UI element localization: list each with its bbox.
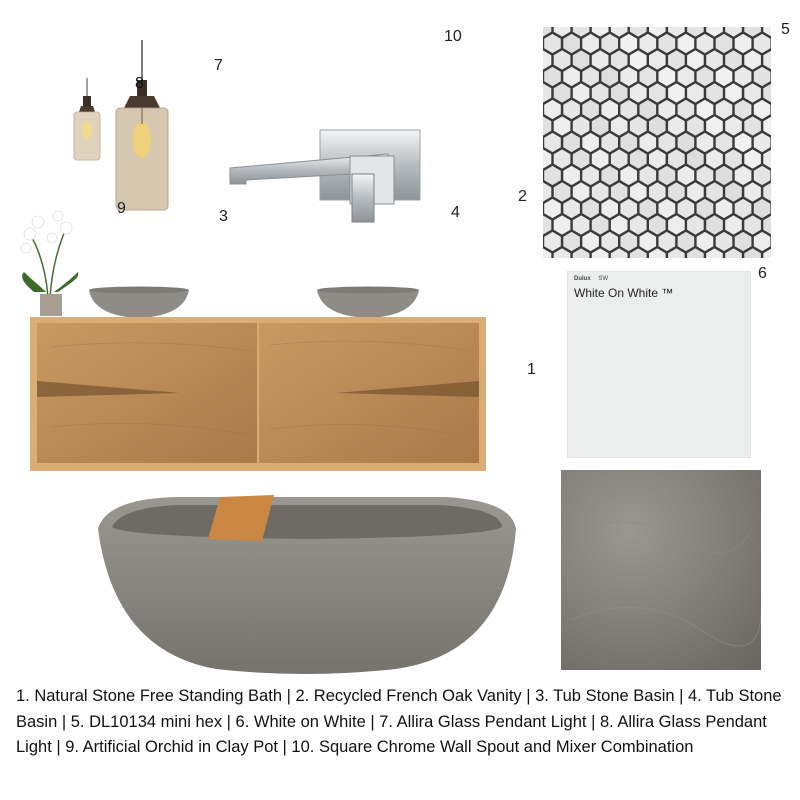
label-number-4: 4 (451, 204, 460, 221)
label-number-8: 8 (135, 75, 144, 92)
product-caption: 1. Natural Stone Free Standing Bath | 2. Recycled French Oak Vanity | 3. Tub Stone Basin | 4. Tub Stone Basin | 5. DL10134 mini hex | 6. White on White | 7. Allira Glass Pendant Light | 8. Allira Glass Pendant Light | 9. Artificial Orchid in Clay Pot | 10. Square Chrome Wall Spout and Mixer Combination (16, 687, 782, 756)
stone-basin-left (88, 286, 190, 320)
label-number-6: 6 (758, 265, 767, 282)
stone-basin-right (316, 286, 420, 320)
hex-mosaic-tile (543, 27, 771, 258)
paint-swatch (567, 271, 751, 458)
paint-name: White On White ™ (574, 286, 674, 300)
label-number-7: 7 (214, 57, 223, 74)
paint-code: SW (598, 276, 609, 282)
label-number-3: 3 (219, 208, 228, 225)
label-number-1: 1 (527, 361, 536, 378)
label-number-9: 9 (117, 200, 126, 217)
orchid-clay-pot (18, 208, 82, 318)
label-number-5: 5 (781, 21, 790, 38)
chrome-spout-mixer (228, 128, 424, 224)
label-number-2: 2 (518, 188, 527, 205)
pendant-light-small (70, 78, 104, 164)
pendant-light-large (112, 40, 172, 212)
stone-bath (96, 493, 518, 677)
concrete-sample (561, 470, 761, 670)
label-number-10: 10 (444, 28, 462, 45)
oak-vanity (30, 317, 486, 471)
paint-brand: Dulux (574, 276, 591, 282)
